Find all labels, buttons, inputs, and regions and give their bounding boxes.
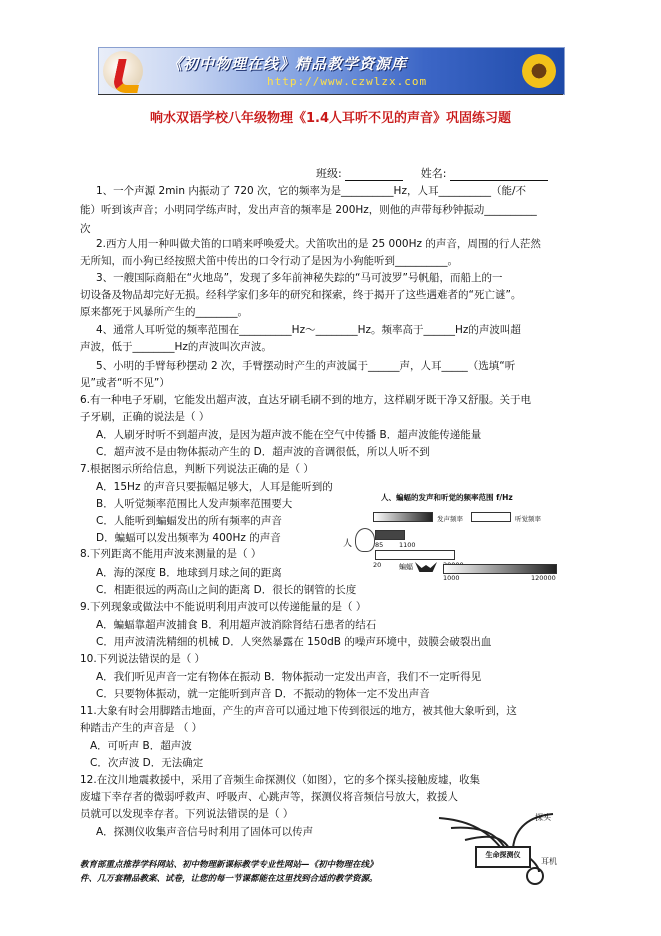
text-line: 7.根据图示所给信息，判断下列说法正确的是（ ） [80, 463, 314, 475]
text-line: 4、通常人耳听觉的频率范围在__________Hz～________Hz。频率高于______Hz的声波叫超 [96, 324, 521, 336]
header-divider [98, 94, 563, 95]
footer-line: 教育部重点推荐学科网站、初中物理新课标教学专业性网站—《初中物理在线》 [80, 860, 378, 870]
human-emit-bar [375, 530, 405, 540]
tick-label: 120000 [531, 574, 556, 582]
legend-emit-swatch [373, 512, 433, 522]
text-line: 能）听到该声音；小明同学练声时，发出声音的频率是 200Hz，则他的声带每秒钟振动__________ [80, 204, 537, 216]
text-line: 2.西方人用一种叫做犬笛的口哨来呼唤爱犬。犬笛吹出的是 25 000Hz 的声音，周围的行人茫然 [96, 238, 541, 250]
sunflower-icon [522, 54, 556, 88]
text-line: 12.在汶川地震救援中，采用了音频生命探测仪（如图），它的多个探头接触废墟，收集 [80, 774, 480, 786]
text-line: 8.下列距离不能用声波来测量的是（ ） [80, 548, 262, 560]
figure-title: 人、蝙蝠的发声和听觉的频率范围 f/Hz [381, 493, 513, 502]
option-line: D．蝙蝠可以发出频率为 400Hz 的声音 [96, 532, 281, 544]
text-line: 10.下列说法错误的是（ ） [80, 653, 206, 665]
text-line: 6.有一种电子牙刷，它能发出超声波，直达牙刷毛刷不到的地方，这样刷牙既干净又舒服。关于电 [80, 394, 532, 406]
class-name-line [316, 165, 548, 181]
legend-hear-label: 听觉频率 [515, 515, 541, 523]
name-blank[interactable] [450, 169, 548, 181]
human-hear-bar [375, 550, 455, 560]
text-line: 9.下列现象或做法中不能说明利用声波可以传递能量的是（ ） [80, 601, 367, 613]
option-line: A．海的深度 B．地球到月球之间的距离 [96, 567, 282, 579]
detector-box: 生命探测仪 [475, 846, 531, 868]
page-footer [80, 858, 550, 886]
text-line: 11.大象有时会用脚踏击地面，产生的声音可以通过地下传到很远的地方，被其他大象听到，这 [80, 705, 517, 717]
human-head-icon [355, 528, 375, 552]
text-line: 5、小明的手臂每秒摆动 2 次，手臂摆动时产生的声波属于______声，人耳_____（选填“听 [96, 360, 516, 372]
frequency-range-figure [343, 492, 561, 582]
class-label: 班级: [316, 167, 342, 180]
name-label: 姓名: [420, 167, 447, 180]
option-line: A．15Hz 的声音只要振幅足够大，人耳是能听到的 [96, 481, 333, 493]
text-line: 次 [80, 223, 91, 235]
option-line: C．超声波不是由物体振动产生的 D．超声波的音调很低，所以人听不到 [96, 446, 430, 458]
text-line: 3、一艘国际商船在“火地岛”，发现了多年前神秘失踪的“马可波罗”号帆船，而船上的一 [96, 272, 503, 284]
text-line: 声波，低于________Hz的声波叫次声波。 [80, 341, 272, 353]
bat-icon [415, 562, 437, 572]
text-line: 员就可以发现幸存者。下列说法错误的是（ ） [80, 808, 294, 820]
option-line: B．人听觉频率范围比人发声频率范围要大 [96, 498, 293, 510]
option-line: C．用声波清洗精细的机械 D．人突然暴露在 150dB 的噪声环境中，鼓膜会破裂出血 [96, 636, 492, 648]
text-line: 1、一个声源 2min 内振动了 720 次，它的频率为是__________Hz，人耳__________（能/不 [96, 185, 526, 197]
probe-label: 探头 [535, 813, 551, 822]
tick-label: 1100 [399, 541, 416, 549]
bat-label: 蝙蝠 [399, 563, 413, 571]
bat-emit-bar [443, 564, 557, 574]
footer-line: 件、几万套精品教案、试卷，让您的每一节课都能在这里找到合适的教学资源。 [80, 874, 378, 884]
banner-url[interactable]: http://www.czwlzx.com [267, 75, 428, 88]
site-logo [103, 51, 143, 91]
text-line: 切设备及物品却完好无损。经科学家们多年的研究和探索，终于揭开了这些遇难者的“死亡谜”。 [80, 289, 522, 301]
tick-label: 1000 [443, 574, 460, 582]
human-label: 人 [343, 539, 353, 549]
option-line: C．人能听到蝙蝠发出的所有频率的声音 [96, 515, 282, 527]
legend-emit-label: 发声频率 [437, 515, 463, 523]
option-line: A．可听声 B．超声波 [90, 740, 192, 752]
option-line: A．探测仪收集声音信号时利用了固体可以传声 [96, 826, 314, 838]
tick-label: 85 [375, 541, 384, 549]
class-blank[interactable] [345, 169, 403, 181]
earphone-label: 耳机 [541, 857, 557, 866]
option-line: A．蝙蝠靠超声波捕食 B．利用超声波消除肾结石患者的结石 [96, 619, 377, 631]
logo-mark-icon [111, 59, 144, 93]
text-line: 废墟下幸存者的微弱呼救声、呼吸声、心跳声等，探测仪将音频信号放大，救援人 [80, 791, 458, 803]
text-line: 种踏击产生的声音是 （ ） [80, 722, 203, 734]
site-banner [98, 47, 565, 95]
text-line: 原来都死于风暴所产生的________。 [80, 306, 248, 318]
option-line: C．次声波 D．无法确定 [90, 757, 204, 769]
legend-hear-swatch [471, 512, 511, 522]
page-title: 响水双语学校八年级物理《1.4人耳听不见的声音》巩固练习题 [149, 111, 512, 126]
option-line: C．相距很远的两高山之间的距离 D．很长的钢管的长度 [96, 584, 357, 596]
text-line: 见”或者“听不见”） [80, 377, 170, 389]
text-line: 子牙刷，正确的说法是（ ） [80, 411, 210, 423]
tick-label: 20 [373, 561, 382, 569]
option-line: A．人刷牙时听不到超声波，是因为超声波不能在空气中传播 B．超声波能传递能量 [96, 429, 482, 441]
option-line: C．只要物体振动，就一定能听到声音 D．不振动的物体一定不发出声音 [96, 688, 430, 700]
text-line: 无所知，而小狗已经按照犬笛中传出的口令行动了是因为小狗能听到__________。 [80, 255, 458, 267]
option-line: A．我们听见声音一定有物体在振动 B．物体振动一定发出声音，我们不一定听得见 [96, 671, 482, 683]
banner-title: 《初中物理在线》精品教学资源库 [167, 55, 408, 73]
